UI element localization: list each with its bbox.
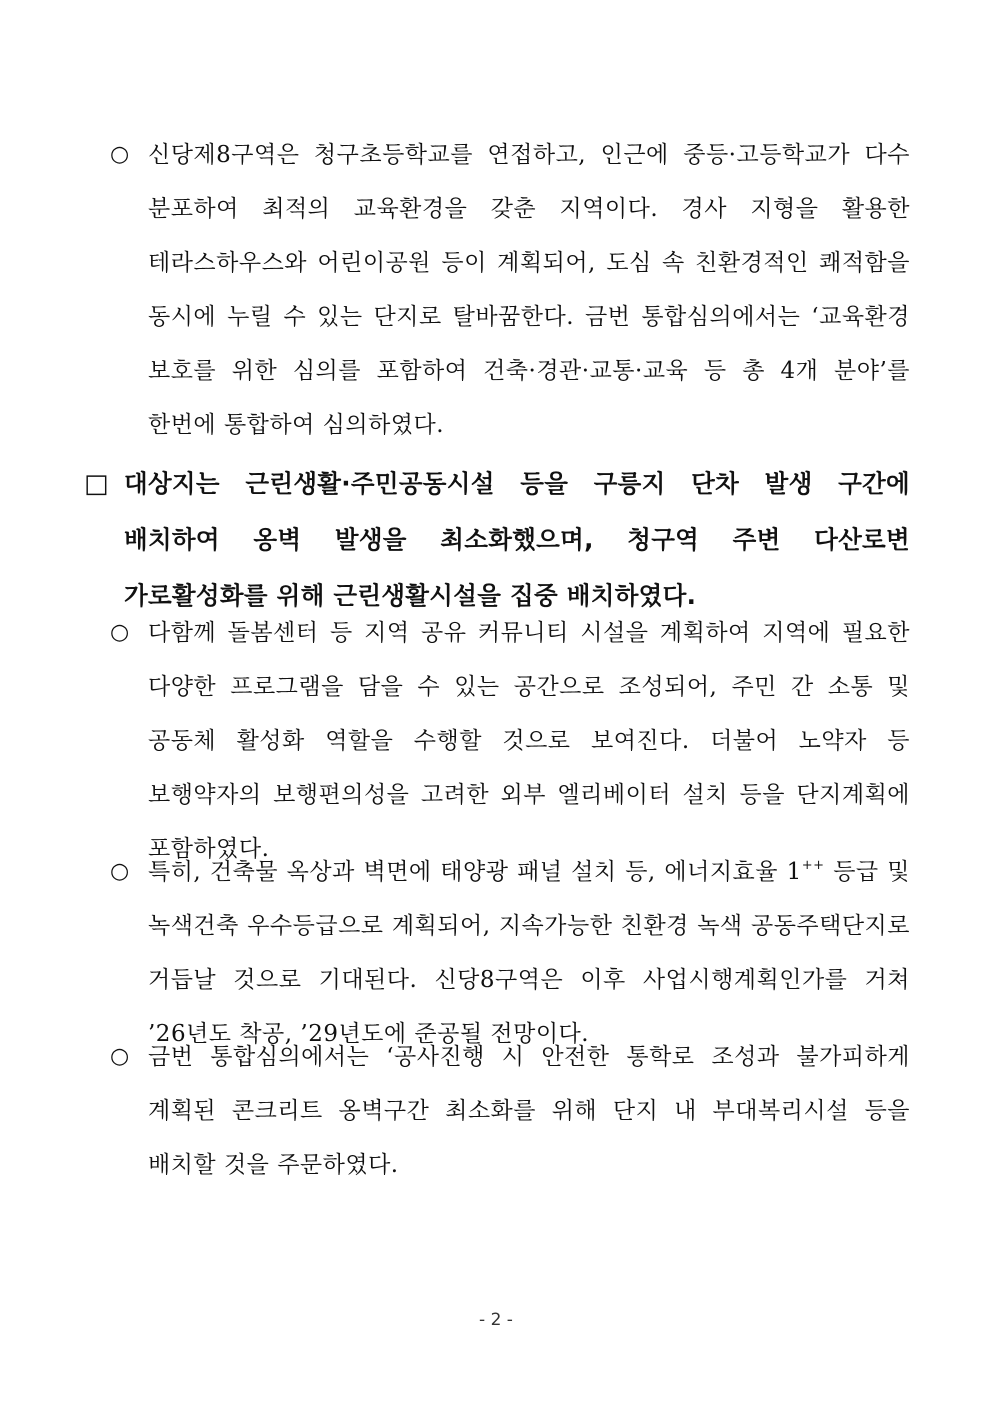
- square-bullet-icon: □: [84, 469, 109, 499]
- circle-bullet-icon: ○: [110, 620, 130, 645]
- circle-bullet-icon: ○: [110, 142, 130, 167]
- bullet-paragraph-1: [110, 128, 910, 452]
- paragraph-text: 금번 통합심의에서는 ‘공사진행 시 안전한 통학로 조성과 불가피하게 계획된 콘크리트 옹벽구간 최소화를 위해 단지 내 부대복리시설 등을 배치할 것을 주문하였다.: [148, 1044, 910, 1178]
- paragraph-text: 다함께 돌봄센터 등 지역 공유 커뮤니티 시설을 계획하여 지역에 필요한 다양한 프로그램을 담을 수 있는 공간으로 조성되어, 주민 간 소통 및 공동체 활성화 역할을 수행할 것으로 보여진다. 더불어 노약자 등 보행약자의 보행편의성을 고려한 외부 엘리베이터 설치 등을 단지계획에 포함하였다.: [148, 620, 910, 862]
- paragraph-text-part: 특히, 건축물 옥상과 벽면에 태양광 패널 설치 등, 에너지효율 1: [148, 859, 802, 885]
- paragraph-text: 신당제8구역은 청구초등학교를 연접하고, 인근에 중등·고등학교가 다수 분포하여 최적의 교육환경을 갖춘 지역이다. 경사 지형을 활용한 테라스하우스와 어린이공원 등이 계획되어, 도심 속 친환경적인 쾌적함을 동시에 누릴 수 있는 단지로 탈바꿈한다. 금번 통합심의에서는 ‘교육환경 보호를 위한 심의를 포함하여 건축·경관·교통·교육 등 총 4개 분야’를 한번에 통합하여 심의하였다.: [148, 142, 910, 438]
- bullet-paragraph-4: [110, 1030, 910, 1192]
- page-number: - 2 -: [479, 1310, 513, 1330]
- paragraph-text-part: 등급 및 녹색건축 우수등급으로 계획되어, 지속가능한 친환경 녹색 공동주택단지로 거듭날 것으로 기대된다. 신당8구역은 이후 사업시행계획인가를 거쳐 ’26년도 착공, ’29년도에 준공될 전망이다.: [148, 859, 910, 1047]
- section-heading-text: 대상지는 근린생활·주민공동시설 등을 구릉지 단차 발생 구간에 배치하여 옹벽 발생을 최소화했으며, 청구역 주변 다산로변 가로활성화를 위해 근린생활시설을 집중 배치하였다.: [124, 469, 910, 610]
- paragraph-text: [148, 845, 910, 1061]
- superscript: ++: [801, 858, 825, 873]
- circle-bullet-icon: ○: [110, 1044, 130, 1069]
- bullet-paragraph-2: [110, 606, 910, 876]
- section-heading-paragraph: [84, 456, 910, 624]
- bullet-paragraph-3: [110, 845, 910, 1061]
- circle-bullet-icon: ○: [110, 859, 130, 884]
